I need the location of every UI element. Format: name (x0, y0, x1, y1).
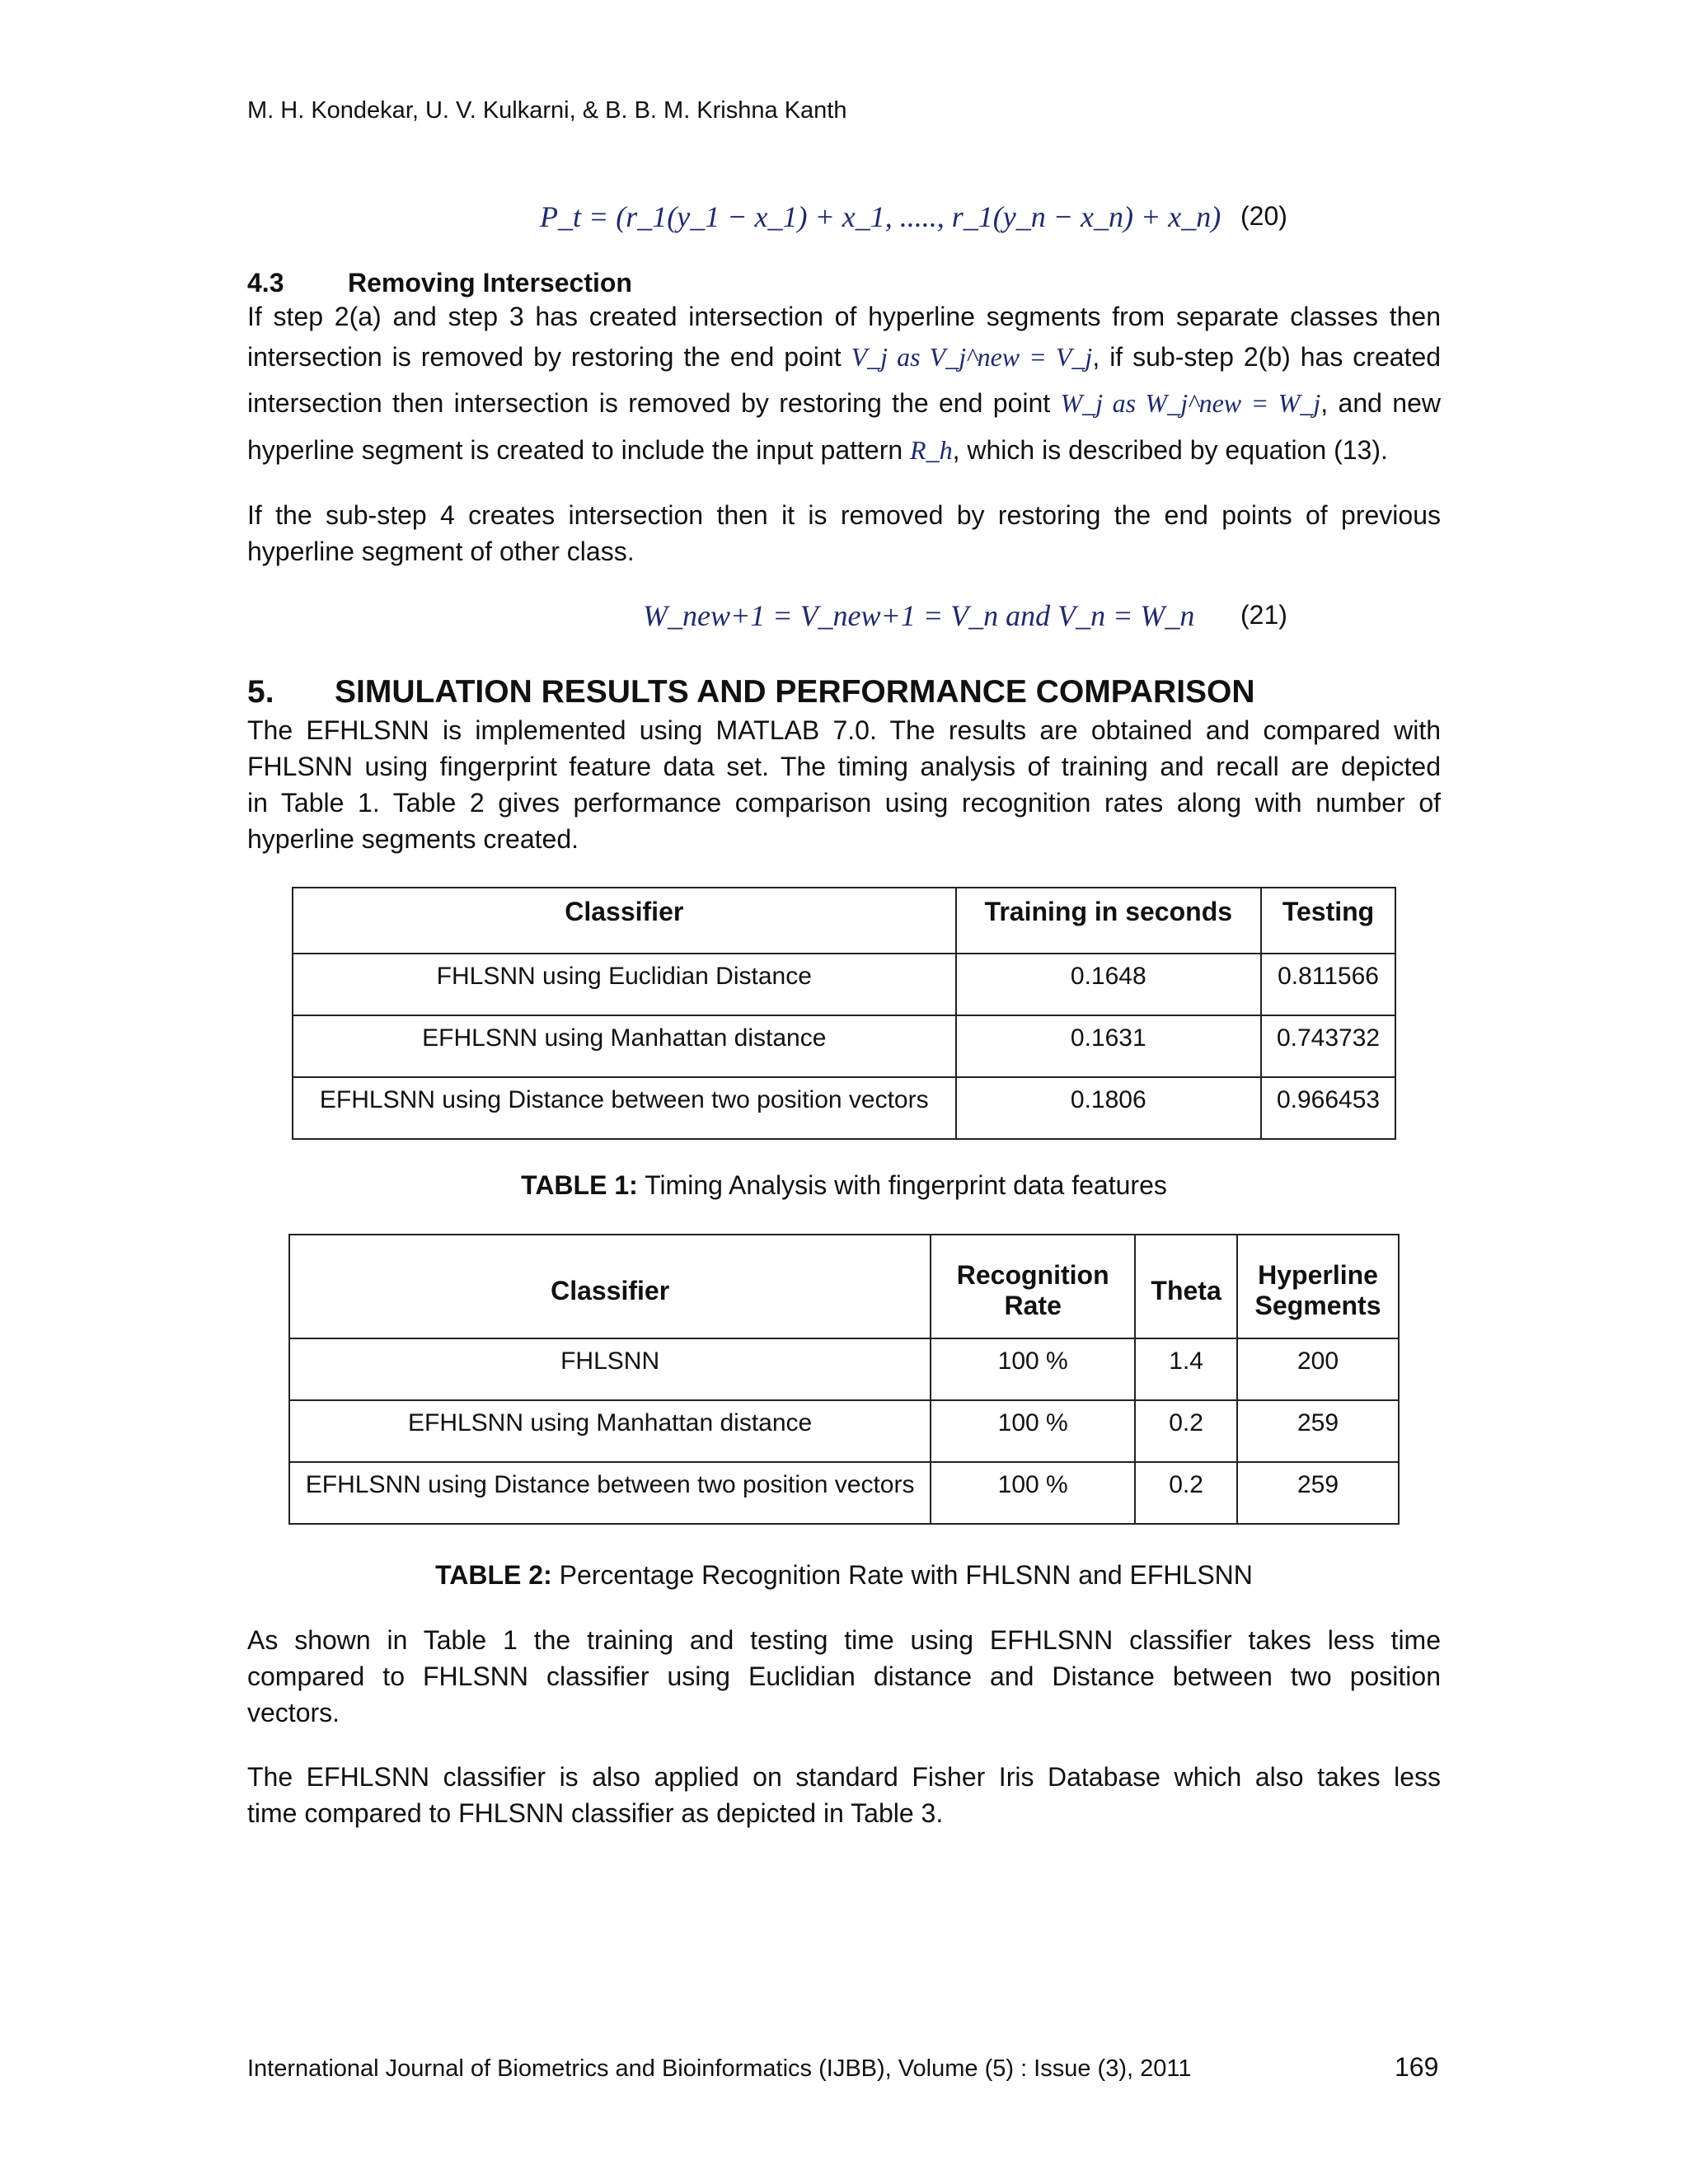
column-header: Classifier (289, 1235, 931, 1338)
equation-21-number: (21) (1240, 600, 1287, 630)
footer-journal-citation: International Journal of Biometrics and Bioinformatics (IJBB), Volume (5) : Issue (3), 2011 (247, 2055, 1192, 2082)
section-5-title: SIMULATION RESULTS AND PERFORMANCE COMPARISON (335, 674, 1255, 710)
table-1-caption (0, 1170, 1688, 1201)
text-fragment: , if sub-step 2(b) has created (1092, 342, 1442, 372)
table-row (293, 954, 1395, 1015)
table-cell: 0.1648 (956, 954, 1261, 1015)
table-row (289, 1400, 1399, 1462)
equation-20-number: (20) (1240, 201, 1287, 231)
text-line (247, 335, 1441, 379)
table-1-timing-analysis (292, 887, 1396, 1140)
section-5-number: 5. (247, 674, 274, 710)
table-cell: 259 (1237, 1400, 1399, 1462)
column-header: Theta (1135, 1235, 1237, 1338)
text-line: time compared to FHLSNN classifier as depicted in Table 3. (247, 1798, 944, 1828)
table-cell: FHLSNN (289, 1338, 931, 1400)
section-4-3-title: Removing Intersection (348, 268, 632, 298)
table-cell: 0.1806 (956, 1077, 1261, 1139)
table-cell: 100 % (931, 1400, 1135, 1462)
equation-20: P_t = (r_1(y_1 − x_1) + x_1, ....., r_1(y_n − x_n) + x_n) (540, 200, 1221, 233)
text-line: compared to FHLSNN classifier using Euclidian distance and Distance between two position (247, 1661, 1441, 1691)
math-v-as-v-new: V_j as V_j^new = V_j (851, 342, 1093, 372)
caption-text: Percentage Recognition Rate with FHLSNN and EFHLSNN (551, 1560, 1253, 1590)
table-cell: EFHLSNN using Distance between two position vectors (289, 1462, 931, 1524)
text-fragment: , which is described by equation (13). (952, 435, 1388, 465)
table-cell: EFHLSNN using Manhattan distance (289, 1400, 931, 1462)
table-cell: EFHLSNN using Distance between two position vectors (293, 1077, 956, 1139)
text-fragment: hyperline segment is created to include the input pattern (247, 435, 903, 465)
text-line (247, 379, 1441, 427)
paragraph-table-1-discussion (247, 1622, 1441, 1731)
table-cell: 0.2 (1135, 1400, 1237, 1462)
table-cell: EFHLSNN using Manhattan distance (293, 1015, 956, 1077)
paragraph-iris-database (247, 1759, 1441, 1831)
caption-label: TABLE 1: (521, 1170, 638, 1200)
text-line: hyperline segments created. (247, 824, 579, 854)
table-cell: 200 (1237, 1338, 1399, 1400)
section-4-3-number: 4.3 (247, 268, 284, 298)
table-cell: 0.1631 (956, 1015, 1261, 1077)
caption-text: Timing Analysis with fingerprint data features (637, 1170, 1167, 1200)
text-fragment: , and new (1320, 388, 1442, 418)
table-header-row (293, 888, 1395, 954)
text-line: The EFHLSNN is implemented using MATLAB 7.0. The results are obtained and compared with (247, 715, 1441, 745)
running-header-authors: M. H. Kondekar, U. V. Kulkarni, & B. B. M. Krishna Kanth (247, 97, 847, 124)
column-header: Hyperline Segments (1237, 1235, 1399, 1338)
column-header: Recognition Rate (931, 1235, 1135, 1338)
page-number: 169 (1395, 2052, 1439, 2082)
table-cell: 0.811566 (1261, 954, 1395, 1015)
table-row (293, 1077, 1395, 1139)
text-fragment: intersection then intersection is removed by restoring the end point (247, 388, 1051, 418)
text-line: If the sub-step 4 creates intersection then it is removed by restoring the end points of previous (247, 500, 1441, 530)
table-cell: 0.966453 (1261, 1077, 1395, 1139)
text-line: FHLSNN using fingerprint feature data set. The timing analysis of training and recall are depicted (247, 752, 1441, 781)
text-line: The EFHLSNN classifier is also applied on standard Fisher Iris Database which also takes less (247, 1762, 1441, 1792)
table-cell: 1.4 (1135, 1338, 1237, 1400)
table-header-row (289, 1235, 1399, 1338)
table-cell: 100 % (931, 1462, 1135, 1524)
text-fragment: intersection is removed by restoring the end point (247, 342, 842, 372)
text-line: hyperline segment of other class. (247, 537, 635, 566)
paragraph-simulation-intro (247, 712, 1441, 857)
table-cell: FHLSNN using Euclidian Distance (293, 954, 956, 1015)
table-cell: 0.2 (1135, 1462, 1237, 1524)
text-line: As shown in Table 1 the training and testing time using EFHLSNN classifier takes less time (247, 1625, 1441, 1655)
table-cell: 100 % (931, 1338, 1135, 1400)
text-line: vectors. (247, 1698, 340, 1727)
table-cell: 259 (1237, 1462, 1399, 1524)
table-row (289, 1462, 1399, 1524)
math-r-h: R_h (910, 435, 953, 465)
table-2-caption (0, 1560, 1688, 1591)
caption-label: TABLE 2: (435, 1560, 552, 1590)
paragraph-removing-intersection (247, 298, 1441, 473)
table-cell: 0.743732 (1261, 1015, 1395, 1077)
table-2-recognition-rate (288, 1234, 1400, 1525)
text-line (247, 427, 1441, 473)
column-header: Training in seconds (956, 888, 1261, 954)
math-w-as-w-new: W_j as W_j^new = W_j (1060, 388, 1321, 418)
equation-21: W_new+1 = V_new+1 = V_n and V_n = W_n (643, 599, 1195, 632)
text-line: in Table 1. Table 2 gives performance comparison using recognition rates along with number of (247, 788, 1441, 818)
text-line: If step 2(a) and step 3 has created intersection of hyperline segments from separate classes then (247, 302, 1441, 331)
table-row (293, 1015, 1395, 1077)
column-header: Testing (1261, 888, 1395, 954)
table-row (289, 1338, 1399, 1400)
paragraph-sub-step-4 (247, 497, 1441, 569)
column-header: Classifier (293, 888, 956, 954)
